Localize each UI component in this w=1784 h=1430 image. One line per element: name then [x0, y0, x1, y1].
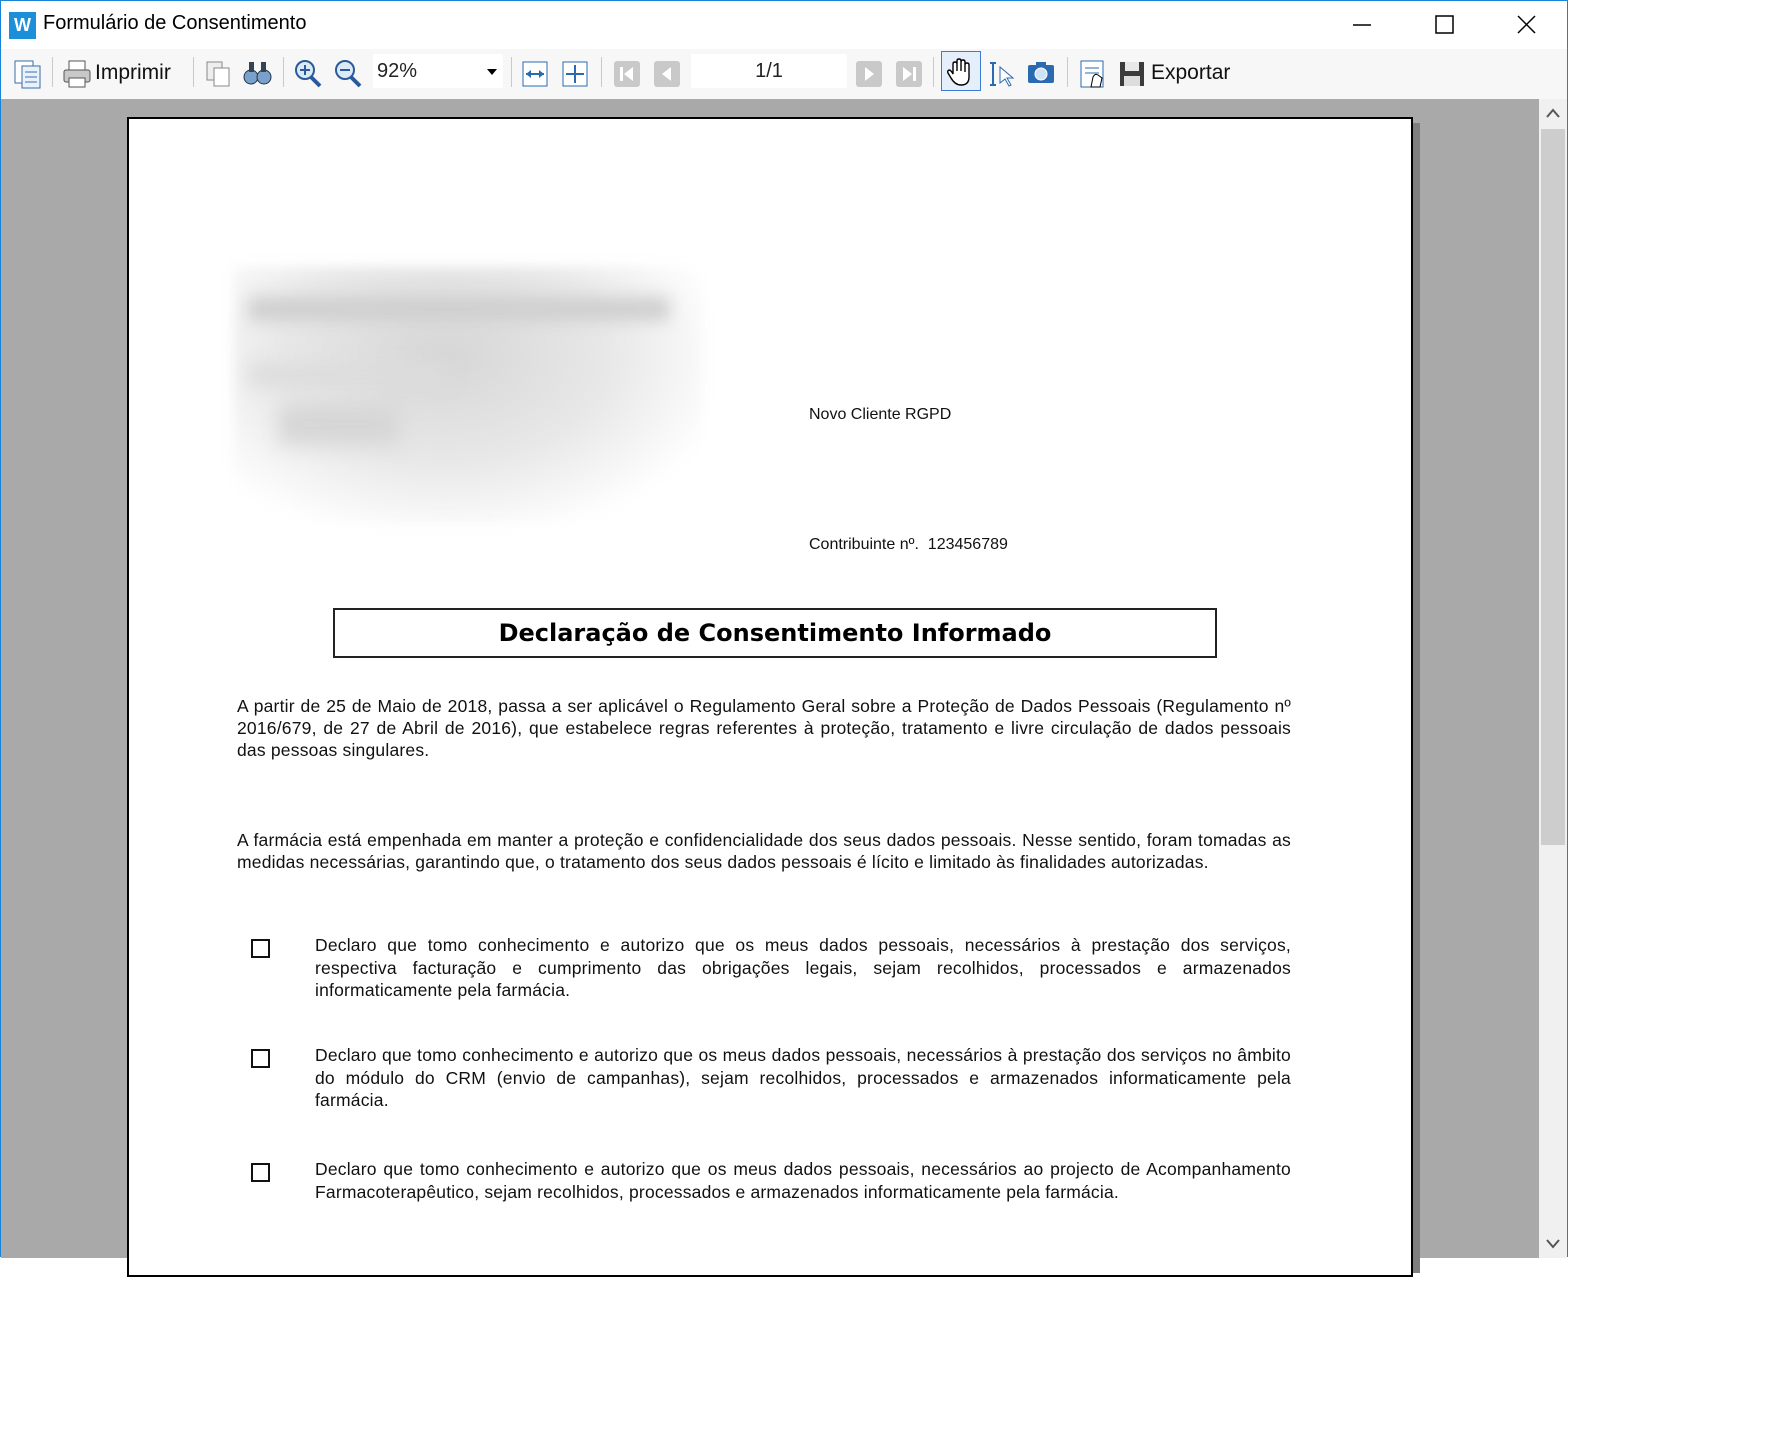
fit-width-button[interactable]: [519, 53, 551, 91]
last-page-icon: [893, 53, 925, 91]
print-button[interactable]: [61, 53, 183, 91]
toolbar-separator: [52, 57, 53, 87]
consent-text: Declaro que tomo conhecimento e autorizo que os meus dados pessoais, necessários ao projecto de Acompanhamento Farmacoterapêutico, sejam recolhidos, processados e armazenados informaticamente pela farmácia.: [315, 1159, 1291, 1202]
window-title: Formulário de Consentimento: [43, 12, 307, 34]
zoom-in-icon: [291, 53, 323, 91]
select-tool-button[interactable]: [987, 53, 1017, 91]
toolbar-separator: [933, 57, 934, 87]
edit-icon: [1077, 53, 1109, 91]
close-icon: [1514, 13, 1538, 37]
chevron-down-icon: [1539, 1230, 1567, 1258]
consent-checkbox-services[interactable]: [251, 939, 270, 958]
document-viewport[interactable]: [1, 99, 1539, 1258]
scroll-up-button[interactable]: [1539, 99, 1567, 127]
commitment-paragraph: A farmácia está empenhada em manter a proteção e confidencialidade dos seus dados pessoais. Nesse sentido, foram tomadas as medidas necessárias, garantindo que, o tratamento dos seus dados pessoais é lícito e limitado às finalidades autorizadas.: [237, 830, 1291, 872]
title-bar[interactable]: [1, 1, 1567, 49]
chevron-down-icon[interactable]: [487, 69, 497, 75]
page-setup-icon: [11, 53, 43, 91]
edit-button[interactable]: [1077, 53, 1109, 91]
hand-tool-button[interactable]: [941, 51, 981, 91]
client-label: Novo Cliente RGPD: [809, 406, 952, 423]
last-page-button[interactable]: [893, 53, 925, 91]
redacted-text: [249, 364, 449, 386]
page-number-input[interactable]: [691, 54, 847, 88]
close-button[interactable]: [1486, 1, 1566, 49]
maximize-button[interactable]: [1404, 1, 1484, 49]
zoom-out-button[interactable]: [331, 53, 363, 91]
fit-page-icon: [559, 53, 591, 91]
app-logo-icon: W: [9, 12, 36, 39]
consent-checkbox-crm[interactable]: [251, 1049, 270, 1068]
print-label: Imprimir: [95, 61, 171, 84]
first-page-icon: [611, 53, 643, 91]
snapshot-icon: [1025, 53, 1057, 91]
snapshot-button[interactable]: [1025, 53, 1057, 91]
copy-icon: [203, 53, 233, 91]
select-tool-icon: [987, 53, 1017, 91]
zoom-in-button[interactable]: [291, 53, 323, 91]
find-button[interactable]: [241, 53, 273, 91]
consent-text: Declaro que tomo conhecimento e autorizo que os meus dados pessoais, necessários à prestação dos serviços, respectiva facturação e cumprimento das obrigações legais, sejam recolhidos, processados e armazenados informaticamente pela farmácia.: [315, 935, 1291, 1000]
page-setup-button[interactable]: [11, 53, 43, 91]
previous-page-icon: [651, 53, 683, 91]
chevron-up-icon: [1539, 99, 1567, 127]
heading-box: [333, 608, 1217, 658]
zoom-out-icon: [331, 53, 363, 91]
next-page-button[interactable]: [853, 53, 885, 91]
toolbar-separator: [283, 57, 284, 87]
taxpayer-number: Contribuinte nº. 123456789: [809, 536, 1008, 553]
first-page-button[interactable]: [611, 53, 643, 91]
viewer-toolbar: [1, 49, 1567, 99]
export-button[interactable]: [1117, 53, 1237, 91]
vertical-scrollbar[interactable]: [1539, 99, 1567, 1258]
toolbar-separator: [511, 57, 512, 87]
toolbar-separator: [1067, 57, 1068, 87]
redacted-text: [249, 297, 669, 321]
consent-text: Declaro que tomo conhecimento e autorizo que os meus dados pessoais, necessários à prestação dos serviços no âmbito do módulo do CRM (envio de campanhas), sejam recolhidos, processados e armazenados informaticamente pela farmácia.: [315, 1045, 1291, 1110]
consent-checkbox-pharmacotherapy[interactable]: [251, 1163, 270, 1182]
intro-paragraph: A partir de 25 de Maio de 2018, passa a ser aplicável o Regulamento Geral sobre a Proteção de Dados Pessoais (Regulamento nº 2016/679, de 27 de Abril de 2016), que estabelece regras referentes à proteção, tratamento e livre circulação de dados pessoais das pessoas singulares.: [237, 696, 1291, 760]
maximize-icon: [1432, 13, 1456, 37]
fit-width-icon: [519, 53, 551, 91]
minimize-icon: [1350, 13, 1374, 37]
document-page: [127, 117, 1413, 1277]
zoom-select[interactable]: [373, 54, 503, 88]
printer-icon: [61, 53, 93, 91]
export-label: Exportar: [1151, 61, 1231, 84]
hand-tool-icon: [942, 52, 980, 90]
document-heading: Declaração de Consentimento Informado: [498, 619, 1052, 647]
find-icon: [241, 53, 273, 91]
redacted-text: [279, 404, 399, 444]
toolbar-separator: [601, 57, 602, 87]
page-indicator: 1/1: [755, 60, 783, 82]
previous-page-button[interactable]: [651, 53, 683, 91]
scroll-down-button[interactable]: [1539, 1230, 1567, 1258]
zoom-value: 92%: [377, 60, 418, 82]
copy-button[interactable]: [203, 53, 233, 91]
fit-page-button[interactable]: [559, 53, 591, 91]
scroll-thumb[interactable]: [1541, 129, 1565, 845]
save-icon: [1117, 53, 1147, 91]
next-page-icon: [853, 53, 885, 91]
toolbar-separator: [193, 57, 194, 87]
minimize-button[interactable]: [1322, 1, 1402, 49]
